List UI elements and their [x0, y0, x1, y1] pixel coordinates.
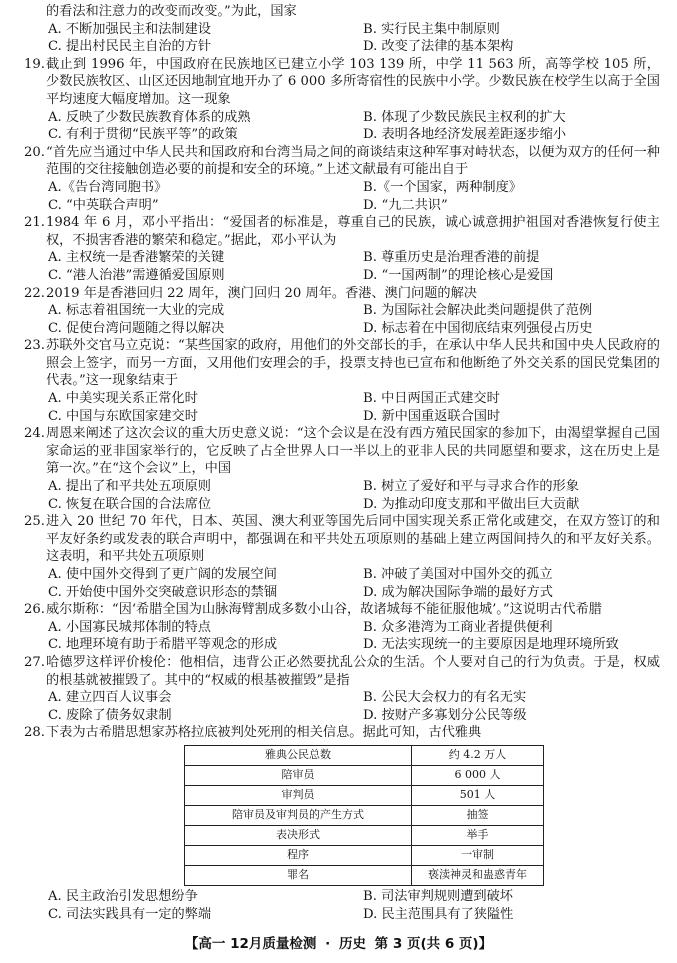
option-a: A. 标志着祖国统一大业的完成	[48, 303, 225, 319]
table-cell-label: 雅典公民总数	[185, 745, 412, 765]
question-options	[24, 109, 660, 144]
option-a: A. 民主政治引发思想纷争	[48, 888, 198, 904]
footer-separator: ·	[325, 936, 331, 952]
option-c: C. 恢复在联合国的合法席位	[48, 496, 212, 512]
question-25	[24, 513, 660, 601]
option-b: B. 体现了少数民族民主权利的扩大	[363, 109, 566, 125]
question-number: 23.	[24, 338, 45, 354]
footer-subject: 历史	[338, 936, 366, 952]
question-stem: “首先应当通过中华人民共和国政府和台湾当局之间的商谈结束这种军事对峙状态，以便为双方的任何一种范围的交往接触创造必要的前提和安全的环境。”上述文献最有可能出自于	[46, 144, 660, 178]
question-options	[24, 478, 660, 513]
footer-page-number: 第 3 页(共 6 页)】	[374, 936, 493, 952]
option-c: C. 促使台湾问题随之得以解决	[48, 320, 225, 336]
info-table-wrapper	[24, 745, 660, 886]
question-options	[24, 566, 660, 601]
question-number: 26.	[24, 602, 45, 618]
option-d: D. “九二共识”	[363, 197, 448, 213]
option-b: B. 众多港湾为工商业者提供便利	[363, 619, 553, 635]
table-cell-value: 抽签	[412, 805, 544, 825]
option-c: C. 有利于贯彻“民族平等”的政策	[48, 127, 238, 143]
question-options	[24, 390, 660, 425]
table-cell-value: 501 人	[412, 785, 544, 805]
page-footer	[0, 936, 677, 954]
table-row	[185, 865, 544, 885]
option-c: C. 中国与东欧国家建交时	[48, 408, 198, 424]
footer-exam-title: 【高一 12月质量检测	[184, 936, 317, 952]
option-d: D. 无法实现统一的主要原因是地理环境所致	[363, 637, 619, 653]
table-row	[185, 845, 544, 865]
option-c: C. 提出村民民主自治的方针	[48, 39, 212, 55]
option-b: B. 尊重历史是治理香港的前提	[363, 250, 540, 266]
option-d: D. 新中国重返联合国时	[363, 408, 501, 424]
question-stem: 2019 年是香港回归 22 周年，澳门回归 20 周年。香港、澳门问题的解决	[46, 285, 477, 301]
option-b: B. 中日两国正式建交时	[363, 391, 500, 407]
question-number: 19.	[24, 56, 45, 72]
question-number: 20.	[24, 144, 45, 160]
option-d: D. “一国两制”的理论核心是爱国	[363, 267, 554, 283]
question-27	[24, 654, 660, 724]
table-row	[185, 745, 544, 765]
question-21	[24, 214, 660, 284]
option-a: A. 反映了少数民族教育体系的成熟	[48, 109, 251, 125]
question-22	[24, 285, 660, 338]
option-b: B. 冲破了美国对中国外交的孤立	[363, 567, 553, 582]
option-a: A. 中美实现关系正常化时	[48, 391, 198, 407]
question-18-stem-tail: 的看法和注意力的改变而改变。”为此，国家	[46, 4, 297, 19]
option-c: C. 司法实践具有一定的弊端	[48, 906, 212, 922]
table-cell-label: 陪审员	[185, 765, 412, 785]
question-options	[24, 179, 660, 214]
option-b: B. 实行民主集中制原则	[363, 21, 500, 37]
option-d: D. 民主范围具有了狭隘性	[363, 906, 514, 922]
option-d: D. 成为解决国际争端的最好方式	[363, 584, 553, 600]
question-options	[24, 689, 660, 724]
option-b: B. 树立了爱好和平与寻求合作的形象	[363, 479, 579, 495]
option-a: A. 提出了和平共处五项原则	[48, 479, 211, 495]
option-a: A. 小国寡民城邦体制的特点	[48, 619, 211, 635]
question-number: 22.	[24, 285, 45, 301]
table-cell-label: 表决形式	[185, 825, 412, 845]
option-c: C. 地理环境有助于希腊平等观念的形成	[48, 637, 278, 653]
question-26	[24, 601, 660, 654]
option-d: D. 按财产多寡划分公民等级	[363, 707, 527, 723]
table-cell-value: 一审制	[412, 845, 544, 865]
option-d: D. 改变了法律的基本架构	[363, 39, 514, 55]
question-number: 21.	[24, 215, 45, 231]
question-24	[24, 425, 660, 513]
question-stem: 哈德罗这样评价梭伦：他相信，违背公正必然要扰乱公众的生活。个人要对自己的行为负责。于是，权威的根基就被摧毁了。其中的“权威的根基被摧毁”是指	[46, 654, 660, 688]
option-b: B. 公民大会权力的有名无实	[363, 690, 527, 706]
table-cell-value: 亵渎神灵和蛊惑青年	[412, 865, 544, 885]
question-stem: 周恩来阐述了这次会议的重大历史意义说：“这个会议是在没有西方殖民国家的参加下，由渴望掌握自己国家命运的亚非国家举行的，它反映了占全世界人口一半以上的亚非人民的共同愿望和要求，这在历史上是第一次。”在“这个会议”上，中国	[46, 426, 660, 477]
option-d: D. 标志着在中国彻底结束列强侵占历史	[363, 320, 593, 336]
question-stem: 进入 20 世纪 70 年代，日本、英国、澳大利亚等国先后同中国实现关系正常化或建交，在双方签订的和平友好条约或发表的联合声明中，都强调在和平共处五项原则的基础上建立两国间持久的和平友好关系。这表明，和平共处五项原则	[46, 514, 660, 565]
table-cell-label: 罪名	[185, 865, 412, 885]
table-cell-label: 程序	[185, 845, 412, 865]
question-options	[24, 249, 660, 284]
table-cell-label: 审判员	[185, 785, 412, 805]
question-number: 25.	[24, 514, 45, 530]
question-number: 28.	[24, 725, 45, 741]
question-options	[24, 888, 660, 923]
question-18-tail	[24, 3, 660, 56]
table-cell-value: 6 000 人	[412, 765, 544, 785]
option-b: B. 为国际社会解决此类问题提供了范例	[363, 303, 593, 319]
option-c: C. “港人治港”需遵循爱国原则	[48, 267, 225, 283]
table-row	[185, 765, 544, 785]
table-cell-label: 陪审员及审判员的产生方式	[185, 805, 412, 825]
table-cell-value: 举手	[412, 825, 544, 845]
table-cell-value: 约 4.2 万人	[412, 745, 544, 765]
question-18-options	[24, 21, 660, 56]
option-b: B. 司法审判规则遭到破坏	[363, 888, 513, 904]
option-d: D. 表明各地经济发展差距逐步缩小	[363, 127, 567, 143]
option-c: C. “中英联合声明”	[48, 197, 159, 213]
question-stem: 1984 年 6 月，邓小平指出：“爱国者的标准是，尊重自己的民族，诚心诚意拥护祖国对香港恢复行使主权，不损害香港的繁荣和稳定。”据此，邓小平认为	[46, 215, 660, 248]
option-d: D. 为推动印度支那和平做出巨大贡献	[363, 496, 580, 512]
table-row	[185, 805, 544, 825]
option-c: C. 废除了债务奴隶制	[48, 707, 172, 723]
question-options	[24, 302, 660, 337]
option-a: A. 不断加强民主和法制建设	[48, 21, 211, 37]
question-28	[24, 724, 660, 923]
question-number: 24.	[24, 426, 45, 442]
question-20	[24, 144, 660, 214]
question-19	[24, 56, 660, 144]
question-options	[24, 619, 660, 654]
question-stem: 威尔斯称：“因‘希腊全国为山脉海臂割成多数小山谷，故诸城每不能征服他城’。”这说明古代希腊	[46, 602, 602, 618]
option-a: A. 建立四百人议事会	[48, 690, 172, 706]
exam-page	[24, 3, 660, 923]
question-stem: 苏联外交官马立克说：“某些国家的政府，用他们的外交部长的手，在承认中华人民共和国中央人民政府的照会上签字，而另一方面，又用他们安理会的手，投票支持也已宣布和他断绝了外交关系的国民党集团的代表。”这一现象结束于	[46, 338, 660, 389]
option-a: A.《告台湾同胞书》	[48, 179, 168, 195]
option-a: A. 使中国外交得到了更广阔的发展空间	[48, 567, 277, 582]
option-a: A. 主权统一是香港繁荣的关键	[48, 250, 225, 266]
option-b: B.《一个国家，两种制度》	[363, 179, 522, 195]
question-number: 27.	[24, 654, 45, 670]
option-c: C. 开始使中国外交突破意识形态的禁锢	[48, 584, 278, 600]
socrates-trial-table	[184, 745, 544, 886]
table-row	[185, 825, 544, 845]
question-23	[24, 337, 660, 425]
question-stem: 截止到 1996 年，中国政府在民族地区已建立小学 103 139 所，中学 11 563 所，高等学校 105 所，少数民族牧区、山区还因地制宜地开办了 6 000 多所寄宿性的民族中小学。少数民族在校学生以高于全国平均速度大幅度增加。这一现象	[46, 56, 660, 107]
table-row	[185, 785, 544, 805]
question-stem: 下表为古希腊思想家苏格拉底被判处死刑的相关信息。据此可知，古代雅典	[46, 725, 482, 741]
